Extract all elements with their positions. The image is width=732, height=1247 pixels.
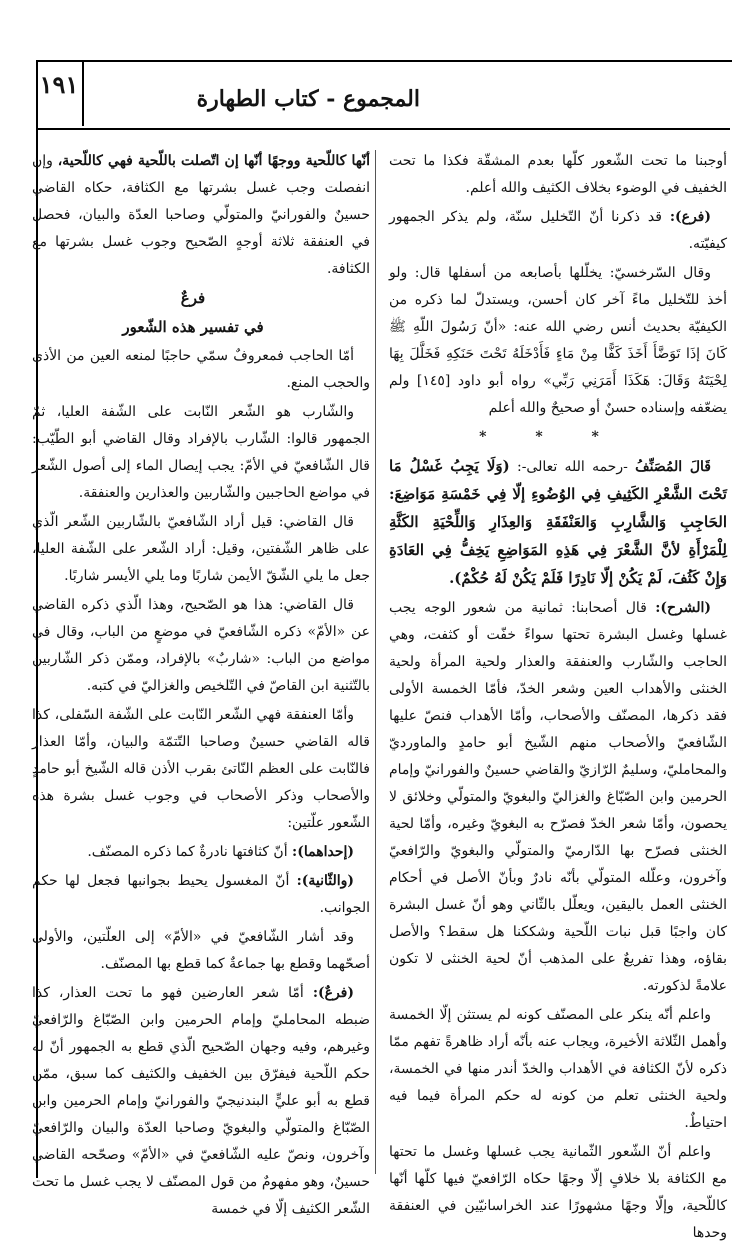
paragraph-text: وإن انفصلت وجب غسل بشرتها مع الكثافة، حكاه القاضي حسينٌ والفورانيّ والمتولّي وصاحبا العدّة والبيان، فحصل في العنفقة ثلاثة أوجهٍ الصّحيح وجوب غسل بشرتها مع الكثافة.: [32, 153, 370, 277]
author-invocation: -رحمه الله تعالى-:: [516, 459, 628, 475]
section-subheading: في تفسير هذه الشّعور: [122, 318, 264, 336]
paragraph: [389, 204, 727, 258]
section-heading: فرعٌ: [180, 289, 206, 307]
matn-paragraph: [389, 453, 727, 593]
paragraph: [32, 148, 370, 283]
matn-text: (وَلَا يَجِبُ غَسْلُ مَا تَحْتَ الشَّعْرِ الكَثِيفِ فِي الوُضُوءِ إلّا فِي خَمْسَةِ مَوَاضِعَ: الحَاجِبِ وَالشَّارِبِ وَالعَنْفَقَةِ وَالعِذَارِ وَاللِّحْيَةِ الكَثَّةِ لِلْمَرْأَةِ لأنَّ الشَّعْرَ فِي هَذِهِ المَوَاضِعِ يَخِفُّ فِي العَادَةِ وَإِنْ كَثُفَ، لَمْ يَكُنْ إلّا نَادِرًا فَلَمْ يَكُنْ لَهُ حُكْمٌ).: [389, 457, 727, 587]
section-label: (فرع):: [669, 209, 711, 225]
paragraph: [389, 595, 727, 1000]
paragraph-text: أنّ كثافتها نادرةٌ كما ذكره المصنّف.: [87, 844, 288, 860]
paragraph: أمّا الحاجب فمعروفٌ سمّي حاجبًا لمنعه العين من الأذى والحجب المنع.: [32, 348, 370, 391]
section-separator: * * *: [479, 429, 621, 445]
section-label: (والثّانية):: [296, 873, 355, 889]
paragraph: [32, 980, 370, 1223]
paragraph-text: قد ذكرنا أنّ التّخليل سنّة، ولم يذكر الجمهور كيفيّته.: [389, 209, 727, 252]
paragraph: والشّارب هو الشّعر النّابت على الشّفة العليا، ثمّ الجمهور قالوا: الشّارب بالإفراد وقال القاضي أبو الطّيّب: قال الشّافعيّ في الأمّ: يجب إيصال الماء إلى أصول الشّعر في مواضع الحاجبين والشّاربين والعذارين والعنفقة.: [32, 404, 370, 501]
paragraph-text: أنّ المغسول يحيط بجوانبها فجعل لها حكم الجوانب.: [32, 873, 370, 916]
section-label: (فرعٌ):: [312, 985, 354, 1001]
paragraph: [32, 839, 370, 866]
bold-lead: أنّها كاللّحية ووجهًا أنّها إن اتّصلت باللّحية فهي كاللّحية،: [57, 153, 370, 169]
column-divider: [375, 150, 376, 1174]
page-header: [36, 60, 730, 130]
page-number: ١٩١: [39, 70, 79, 99]
section-label: (الشرح):: [655, 600, 712, 616]
paragraph: واعلم أنّه ينكر على المصنّف كونه لم يستثن إلّا الخمسة وأهمل الثّلاثة الأخيرة، ويجاب عنه بأنّه أراد ظاهرةً تفهم ممّا ذكره لأنّ الكثافة في الأهداب والخدّ أندر منها في الخمسة، ولحية الخنثى تعلم من كونه له حكم المرأة فيما فيه احتياطٌ.: [389, 1007, 727, 1131]
paragraph: قال القاضي: قيل أراد الشّافعيّ بالشّاربين الشّعر الّذي على ظاهر الشّفتين، وقيل: أراد الشّعر على الشّفة العليا، جعل ما يلي الشّقّ الأيمن شاربًا وما يلي الأيسر شاربًا.: [32, 514, 370, 584]
paragraph-text: قال أصحابنا: ثمانية من شعور الوجه يجب غسلها وغسل البشرة تحتها سواءً خفّت أو كثفت، وهي الحاجب والشّارب والعنفقة والعذار ولحية المرأة ولحية الخنثى والأهداب العين وشعر الخدّ، فأمّا الخمسة الأولى فقد ذكرها، المصنّف والأصحاب، وأمّا الأهداب فنصّ عليها الشّافعيّ والأصحاب منهم الشّيخ أبو حامدٍ والماورديّ والمحامليّ، وسليمٌ الرّازيّ والقاضي حسينٌ والفورانيّ وإمام الحرمين وابن الصّبّاغ والغزاليّ والبغويّ والمتولّي وخلائق لا يحصون، وأمّا شعر الخدّ فصرّح به البغويّ وغيره، وأمّا لحية الخنثى فصرّح بها الدّارميّ والمتولّي والبغويّ والرّافعيّ وآخرون، وعلّله المتولّي بأنّه نادرٌ وبأنّ الأصل في أحكام الخنثى العمل باليقين، ويعلّل بالثّاني وهو أنّ غسل البشرة كان واجبًا قبل نبات اللّحية وشككنا هل سقط؟ والأصل بقاؤه، وهذا تفريعٌ على المذهب أنّ لحية الخنثى لا تكون علامةً لذكورته.: [389, 600, 727, 994]
right-column: [389, 148, 727, 1241]
paragraph: وقد أشار الشّافعيّ في «الأمّ» إلى العلّتين، والأولى أصحّهما وقطع بها جماعةٌ كما قطع بها المصنّف.: [32, 929, 370, 972]
paragraph-text: أمّا شعر العارضين فهو ما تحت العذار، كذا ضبطه المحامليّ وإمام الحرمين وابن الصّبّاغ والرّافعيّ وغيرهم، وفيه وجهان الصّحيح الّذي قطع به الجمهور أنّ له حكم اللّحية فيفرّق بين الخفيف والكثيف كما سبق، ممّن قطع به أبو عليٍّ البندنيجيّ والفورانيّ وإمام الحرمين وابن الصّبّاغ والمتولّي والبغويّ وصاحبا العدّة والبيان والرّافعيّ وآخرون، ونصّ عليه الشّافعيّ في «الأمّ» وصحّحه القاضي حسينٌ، وهو مفهومٌ من قول المصنّف لا يجب غسل ما تحت الشّعر الكثيف إلّا في خمسة: [32, 985, 370, 1217]
author-label: قَالَ المُصَنِّفُ: [635, 459, 711, 475]
paragraph: وأمّا العنفقة فهي الشّعر النّابت على الشّفة السّفلى، كذا قاله القاضي حسينٌ وصاحبا التّتمّة والبيان، وأمّا العذار فالنّابت على العظم النّاتئ بقرب الأذن قاله الشّيخ أبو حامدٍ والأصحاب وذكر الأصحاب في وجوب غسل بشرة هذه الشّعور علّتين:: [32, 707, 370, 831]
page-title: المجموع - كتاب الطهارة: [196, 86, 420, 112]
left-column: [32, 148, 370, 1217]
paragraph: واعلم أنّ الشّعور الثّمانية يجب غسلها وغسل ما تحتها مع الكثافة بلا خلافٍ إلّا وجهًا حكاه الرّافعيّ فيها كلّها أنّها كاللّحية، وإلّا وجهًا مشهورًا عند الخراسانيّين في العنفقة وحدها: [389, 1144, 727, 1241]
section-label: (إحداهما):: [292, 844, 354, 860]
paragraph: [32, 868, 370, 922]
paragraph: وقال السّرخسيّ: يخلّلها بأصابعه من أسفلها قال: ولو أخذ للتّخليل ماءً آخر كان أحسن، ويستدلّ لما ذكره من الكيفيّة بحديث أنس رضي الله عنه: «أنّ رَسُولَ اللّهِ ﷺ كَانَ إذَا تَوَضَّأَ أَخَذَ كَفًّا مِنْ مَاءٍ فَأَدْخَلَهُ تَحْتَ حَنَكِهِ فَخَلَّلَ بِهَا لِحْيَتَهُ وَقَالَ: هَكَذَا أَمَرَنِي رَبِّي» رواه أبو داود [١٤٥] ولم يضعّفه وإسناده حسنٌ أو صحيحٌ والله أعلم: [389, 265, 727, 416]
header-divider: [82, 60, 84, 126]
paragraph: قال القاضي: هذا هو الصّحيح، وهذا الّذي ذكره القاضي عن «الأمّ» ذكره الشّافعيّ في موضعٍ من الباب، وقال في مواضع من الباب: «شاربٌ» بالإفراد، وممّن ذكر الشّاربين بالتّثنية ابن القاصّ في التّلخيص والغزاليّ في كتبه.: [32, 597, 370, 694]
paragraph: أوجبنا ما تحت الشّعور كلّها بعدم المشقّة فكذا ما تحت الخفيف في الوضوء بخلاف الكثيف والله أعلم.: [389, 153, 727, 196]
